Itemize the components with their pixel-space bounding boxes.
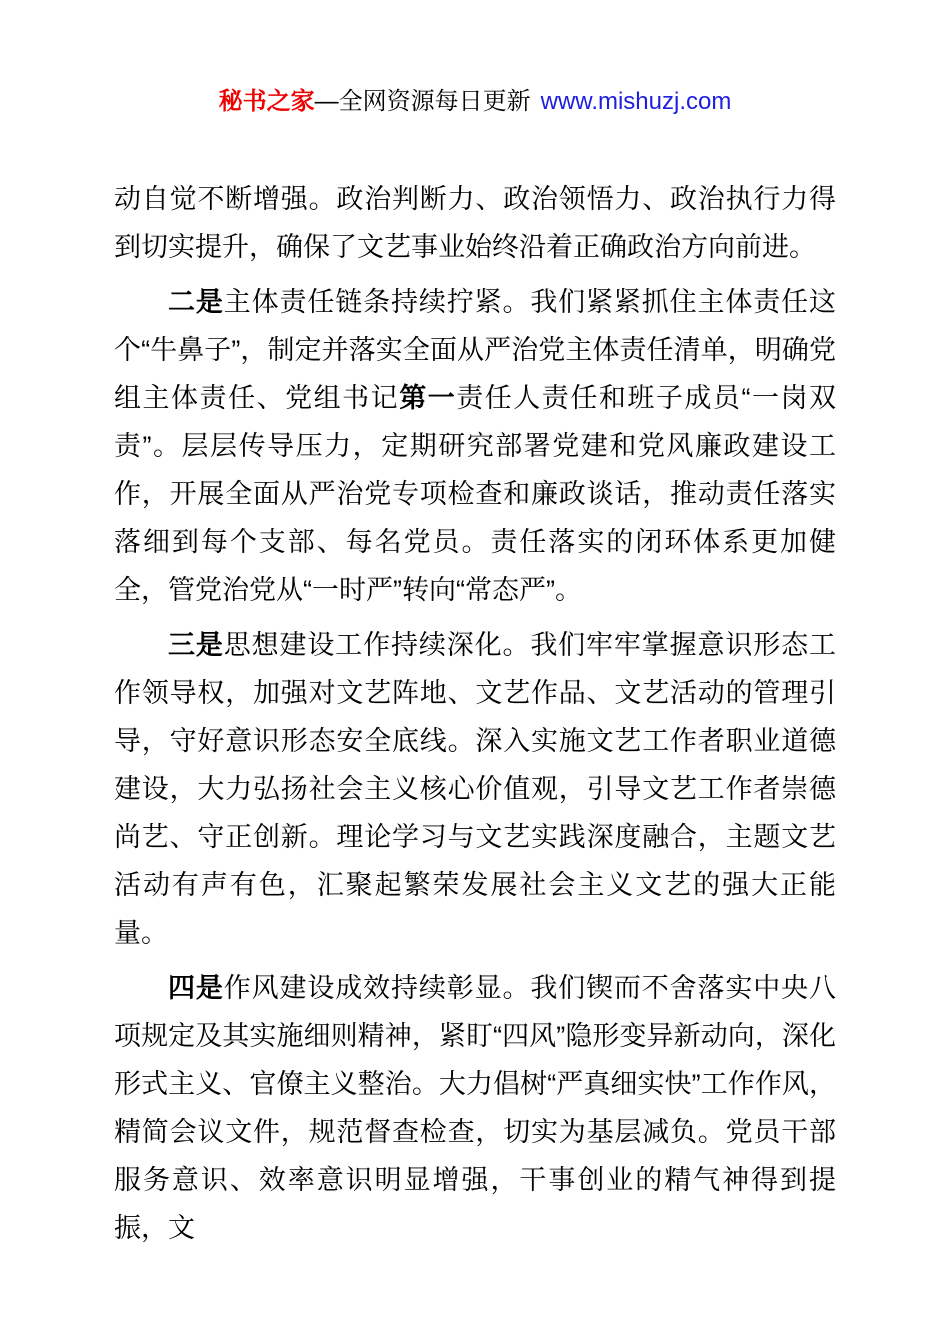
body-text: 主体责任链条持续拧紧。我们紧紧抓住主体责任这个“牛鼻子”，制定并落实全面从严治党主体责任清单，明确党组主体责任、党组书记 [114,287,837,413]
emphasis-text: 三是 [168,630,224,660]
document-body [114,175,836,1252]
paragraph-4 [114,964,836,1252]
site-brand: 秘书之家 [218,88,315,115]
paragraph-1 [114,175,836,271]
body-text: 作风建设成效持续彰显。我们锲而不舍落实中央八项规定及其实施细则精神，紧盯“四风”隐形变异新动向，深化形式主义、官僚主义整治。大力倡树“严真细实快”工作作风，精简会议文件，规范督查检查，切实为基层减负。党员干部服务意识、效率意识明显增强，干事创业的精气神得到提振，文 [114,973,837,1243]
body-text: 思想建设工作持续深化。我们牢牢掌握意识形态工作领导权，加强对文艺阵地、文艺作品、文艺活动的管理引导，守好意识形态安全底线。深入实施文艺工作者职业道德建设，大力弘扬社会主义核心价值观，引导文艺工作者崇德尚艺、守正创新。理论学习与文艺实践深度融合，主题文艺活动有声有色，汇聚起繁荣发展社会主义文艺的强大正能量。 [114,630,837,948]
emphasis-text: 二是 [168,287,224,317]
emphasis-text: 第一 [399,383,457,413]
body-text: 责任人责任和班子成员“一岗双责”。层层传导压力，定期研究部署党建和党风廉政建设工作，开展全面从严治党专项检查和廉政谈话，推动责任落实落细到每个支部、每名党员。责任落实的闭环体系更加健全，管党治党从“一时严”转向“常态严”。 [114,383,837,605]
site-header [0,86,950,118]
paragraph-3 [114,621,836,957]
site-url[interactable]: www.mishuzj.com [540,88,732,115]
paragraph-2 [114,278,836,614]
emphasis-text: 四是 [168,973,224,1003]
body-text: 动自觉不断增强。政治判断力、政治领悟力、政治执行力得到切实提升，确保了文艺事业始终沿着正确政治方向前进。 [114,184,836,262]
site-tagline: —全网资源每日更新 [314,88,531,115]
document-page [0,86,950,1344]
